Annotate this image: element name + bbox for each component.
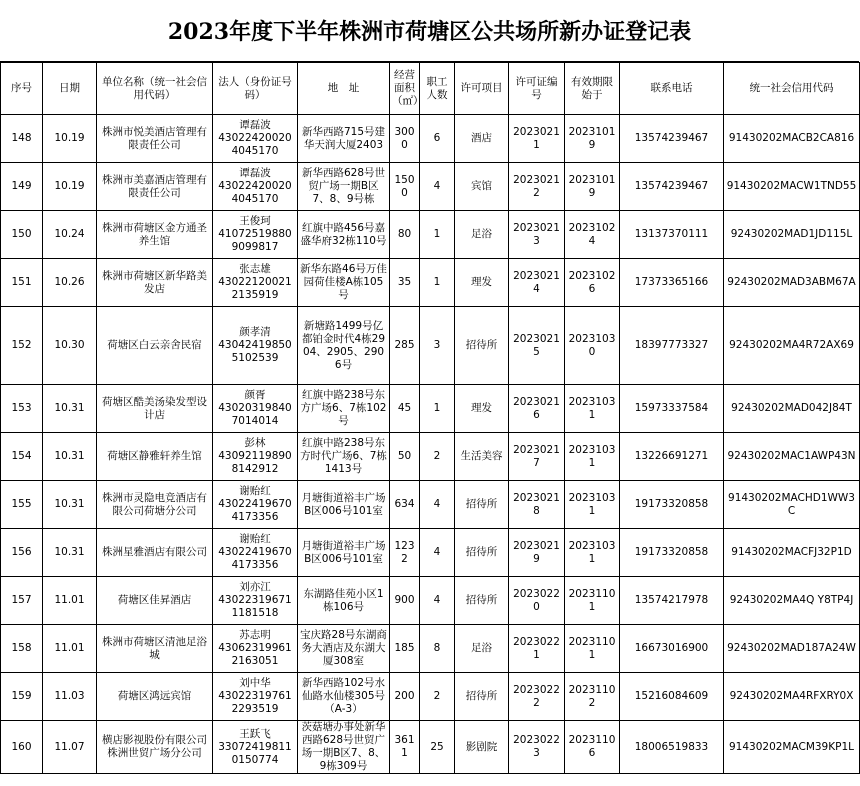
staff-count: 4 [420, 529, 455, 577]
valid-from: 20231106 [565, 721, 620, 774]
license-item: 招待所 [455, 481, 509, 529]
address: 新华西路102号水仙路水仙楼305号（A-3） [298, 673, 390, 721]
area: 200 [390, 673, 420, 721]
phone: 17373365166 [620, 259, 724, 307]
address: 新华东路46号万佳园荷佳楼A栋105号 [298, 259, 390, 307]
area: 45 [390, 385, 420, 433]
row-number: 154 [1, 433, 43, 481]
registration-table [0, 62, 860, 774]
address: 东湖路佳苑小区1栋106号 [298, 577, 390, 625]
area: 634 [390, 481, 420, 529]
table-header-row [1, 63, 860, 115]
area: 35 [390, 259, 420, 307]
unit-name: 荷塘区静雅轩养生馆 [97, 433, 213, 481]
unit-name: 株洲星雅酒店有限公司 [97, 529, 213, 577]
license-item: 足浴 [455, 211, 509, 259]
legal-person [213, 211, 298, 259]
column-header: 单位名称（统一社会信用代码） [97, 63, 213, 115]
credit-code: 92430202MAD3ABM67A [724, 259, 860, 307]
legal-person-id: 430424198505102539 [218, 339, 292, 364]
row-number: 156 [1, 529, 43, 577]
area: 50 [390, 433, 420, 481]
unit-name: 荷塘区白云亲舍民宿 [97, 307, 213, 385]
area: 185 [390, 625, 420, 673]
row-date: 10.31 [43, 529, 97, 577]
staff-count: 6 [420, 115, 455, 163]
phone: 18397773327 [620, 307, 724, 385]
staff-count: 3 [420, 307, 455, 385]
license-number: 20230220 [509, 577, 565, 625]
table-row [1, 115, 860, 163]
table-row [1, 529, 860, 577]
row-date: 11.07 [43, 721, 97, 774]
legal-person-id: 330724198110150774 [218, 740, 292, 766]
unit-name: 株洲市灵隐电竞酒店有限公司荷塘分公司 [97, 481, 213, 529]
license-number: 20230216 [509, 385, 565, 433]
legal-person [213, 385, 298, 433]
legal-person-name: 谢贻红 [239, 485, 271, 497]
page-title: 2023年度下半年株洲市荷塘区公共场所新办证登记表 [0, 0, 859, 62]
license-item: 生活美容 [455, 433, 509, 481]
row-date: 11.01 [43, 577, 97, 625]
legal-person-name: 张志雄 [239, 263, 271, 275]
phone: 15973337584 [620, 385, 724, 433]
unit-name: 横店影视股份有限公司株洲世贸广场分公司 [97, 721, 213, 774]
column-header: 经营面积（㎡） [390, 63, 420, 115]
valid-from: 20231102 [565, 673, 620, 721]
area: 900 [390, 577, 420, 625]
table-row [1, 163, 860, 211]
address: 月塘街道裕丰广场B区006号101室 [298, 481, 390, 529]
unit-name: 荷塘区酷美汤染发型设计店 [97, 385, 213, 433]
legal-person [213, 307, 298, 385]
unit-name: 株洲市荷塘区新华路美发店 [97, 259, 213, 307]
column-header: 序号 [1, 63, 43, 115]
valid-from: 20231101 [565, 625, 620, 673]
unit-name: 株洲市荷塘区清池足浴城 [97, 625, 213, 673]
row-number: 160 [1, 721, 43, 774]
valid-from: 20231101 [565, 577, 620, 625]
valid-from: 20231024 [565, 211, 620, 259]
credit-code: 92430202MA4R72AX69 [724, 307, 860, 385]
row-number: 151 [1, 259, 43, 307]
row-date: 10.31 [43, 385, 97, 433]
phone: 13574239467 [620, 163, 724, 211]
legal-person-name: 王俊珂 [239, 215, 271, 227]
legal-person-id: 410725198809099817 [218, 228, 292, 253]
row-date: 10.30 [43, 307, 97, 385]
license-number: 20230213 [509, 211, 565, 259]
legal-person [213, 529, 298, 577]
credit-code: 91430202MACW1TND55 [724, 163, 860, 211]
address: 红旗中路456号嘉盛华府32栋110号 [298, 211, 390, 259]
license-number: 20230221 [509, 625, 565, 673]
row-number: 150 [1, 211, 43, 259]
credit-code: 92430202MAD187A24W [724, 625, 860, 673]
credit-code: 91430202MACFJ32P1D [724, 529, 860, 577]
valid-from: 20231031 [565, 529, 620, 577]
phone: 13137370111 [620, 211, 724, 259]
license-item: 理发 [455, 385, 509, 433]
row-date: 10.24 [43, 211, 97, 259]
license-number: 20230211 [509, 115, 565, 163]
legal-person-id: 430224196704173356 [218, 498, 292, 523]
license-item: 招待所 [455, 529, 509, 577]
row-date: 10.26 [43, 259, 97, 307]
staff-count: 1 [420, 211, 455, 259]
legal-person-id: 430203198407014014 [218, 402, 292, 427]
license-number: 20230223 [509, 721, 565, 774]
legal-person-name: 颜胥 [244, 389, 266, 401]
license-number: 20230217 [509, 433, 565, 481]
row-date: 11.03 [43, 673, 97, 721]
row-number: 157 [1, 577, 43, 625]
credit-code: 92430202MAD042J84T [724, 385, 860, 433]
table-row [1, 259, 860, 307]
column-header: 日期 [43, 63, 97, 115]
legal-person [213, 115, 298, 163]
license-item: 理发 [455, 259, 509, 307]
legal-person [213, 481, 298, 529]
legal-person-name: 彭林 [244, 437, 266, 449]
license-number: 20230214 [509, 259, 565, 307]
column-header: 许可项目 [455, 63, 509, 115]
unit-name: 株洲市美嘉酒店管理有限责任公司 [97, 163, 213, 211]
column-header: 地 址 [298, 63, 390, 115]
row-number: 159 [1, 673, 43, 721]
legal-person-id: 430223196711181518 [218, 594, 292, 619]
license-number: 20230219 [509, 529, 565, 577]
phone: 19173320858 [620, 529, 724, 577]
credit-code: 91430202MACHD1WW3C [724, 481, 860, 529]
phone: 18006519833 [620, 721, 724, 774]
valid-from: 20231019 [565, 163, 620, 211]
license-item: 影剧院 [455, 721, 509, 774]
license-number: 20230218 [509, 481, 565, 529]
valid-from: 20231031 [565, 433, 620, 481]
table-row [1, 673, 860, 721]
legal-person-name: 刘中华 [239, 677, 271, 689]
phone: 15216084609 [620, 673, 724, 721]
legal-person-name: 王跃飞 [239, 727, 271, 740]
table-row [1, 721, 860, 774]
legal-person [213, 433, 298, 481]
row-number: 148 [1, 115, 43, 163]
valid-from: 20231019 [565, 115, 620, 163]
row-date: 11.01 [43, 625, 97, 673]
area: 3000 [390, 115, 420, 163]
staff-count: 2 [420, 433, 455, 481]
license-item: 招待所 [455, 307, 509, 385]
valid-from: 20231031 [565, 481, 620, 529]
valid-from: 20231026 [565, 259, 620, 307]
license-item: 招待所 [455, 673, 509, 721]
phone: 13574239467 [620, 115, 724, 163]
unit-name: 株洲市悦美酒店管理有限责任公司 [97, 115, 213, 163]
area: 1500 [390, 163, 420, 211]
staff-count: 4 [420, 163, 455, 211]
phone: 13574217978 [620, 577, 724, 625]
column-header: 法人（身份证号码） [213, 63, 298, 115]
unit-name: 荷塘区鸿远宾馆 [97, 673, 213, 721]
column-header: 许可证编号 [509, 63, 565, 115]
legal-person [213, 259, 298, 307]
table-row [1, 433, 860, 481]
table-row [1, 625, 860, 673]
legal-person-name: 谢贻红 [239, 533, 271, 545]
legal-person-id: 430221200212135919 [218, 276, 292, 301]
row-date: 10.31 [43, 481, 97, 529]
table-row [1, 385, 860, 433]
phone: 19173320858 [620, 481, 724, 529]
table-row [1, 481, 860, 529]
legal-person-name: 苏志明 [239, 629, 271, 641]
column-header: 有效期限始于 [565, 63, 620, 115]
address: 红旗中路238号东方时代广场6、7栋1413号 [298, 433, 390, 481]
address: 新华西路628号世贸广场一期B区7、8、9号栋 [298, 163, 390, 211]
license-item: 宾馆 [455, 163, 509, 211]
area: 285 [390, 307, 420, 385]
license-item: 酒店 [455, 115, 509, 163]
legal-person-id: 430921198908142912 [218, 450, 292, 475]
legal-person-id: 430224200204045170 [218, 180, 292, 205]
address: 新塘路1499号亿都铂金时代4栋2904、2905、2906号 [298, 307, 390, 385]
staff-count: 2 [420, 673, 455, 721]
area: 1232 [390, 529, 420, 577]
credit-code: 92430202MA4RFXRY0X [724, 673, 860, 721]
phone: 16673016900 [620, 625, 724, 673]
legal-person-name: 颜孝清 [239, 326, 271, 338]
table-row [1, 211, 860, 259]
row-number: 155 [1, 481, 43, 529]
phone: 13226691271 [620, 433, 724, 481]
legal-person-id: 430623199612163051 [218, 642, 292, 667]
credit-code: 92430202MAC1AWP43N [724, 433, 860, 481]
address: 新华西路715号建华天润大厦2403 [298, 115, 390, 163]
legal-person-id: 430224196704173356 [218, 546, 292, 571]
credit-code: 91430202MACM39KP1L [724, 721, 860, 774]
column-header: 统一社会信用代码 [724, 63, 860, 115]
address: 月塘街道裕丰广场B区006号101室 [298, 529, 390, 577]
credit-code: 92430202MAD1JD115L [724, 211, 860, 259]
license-number: 20230222 [509, 673, 565, 721]
row-number: 153 [1, 385, 43, 433]
unit-name: 荷塘区佳昇酒店 [97, 577, 213, 625]
row-number: 149 [1, 163, 43, 211]
unit-name: 株洲市荷塘区金方通圣养生馆 [97, 211, 213, 259]
legal-person [213, 577, 298, 625]
license-number: 20230215 [509, 307, 565, 385]
address: 红旗中路238号东方广场6、7栋102号 [298, 385, 390, 433]
credit-code: 91430202MACB2CA816 [724, 115, 860, 163]
valid-from: 20231030 [565, 307, 620, 385]
staff-count: 1 [420, 259, 455, 307]
address: 茨菇塘办事处新华西路628号世贸广场一期B区7、8、9栋309号 [298, 721, 390, 774]
row-date: 10.19 [43, 115, 97, 163]
license-number: 20230212 [509, 163, 565, 211]
column-header: 职工人数 [420, 63, 455, 115]
column-header: 联系电话 [620, 63, 724, 115]
address: 宝庆路28号东湖商务大酒店及东湖大厦308室 [298, 625, 390, 673]
legal-person [213, 721, 298, 774]
staff-count: 4 [420, 577, 455, 625]
area: 3611 [390, 721, 420, 774]
legal-person [213, 625, 298, 673]
license-item: 足浴 [455, 625, 509, 673]
table-row [1, 307, 860, 385]
legal-person [213, 673, 298, 721]
license-item: 招待所 [455, 577, 509, 625]
valid-from: 20231031 [565, 385, 620, 433]
staff-count: 4 [420, 481, 455, 529]
legal-person-name: 刘亦江 [239, 581, 271, 593]
legal-person [213, 163, 298, 211]
staff-count: 1 [420, 385, 455, 433]
table-row [1, 577, 860, 625]
row-number: 158 [1, 625, 43, 673]
staff-count: 25 [420, 721, 455, 774]
row-number: 152 [1, 307, 43, 385]
legal-person-name: 谭磊波 [239, 167, 271, 179]
legal-person-name: 谭磊波 [239, 119, 271, 131]
credit-code: 92430202MA4Q Y8TP4J [724, 577, 860, 625]
row-date: 10.19 [43, 163, 97, 211]
legal-person-id: 430224200204045170 [218, 132, 292, 157]
row-date: 10.31 [43, 433, 97, 481]
staff-count: 8 [420, 625, 455, 673]
area: 80 [390, 211, 420, 259]
legal-person-id: 430223197612293519 [218, 690, 292, 715]
